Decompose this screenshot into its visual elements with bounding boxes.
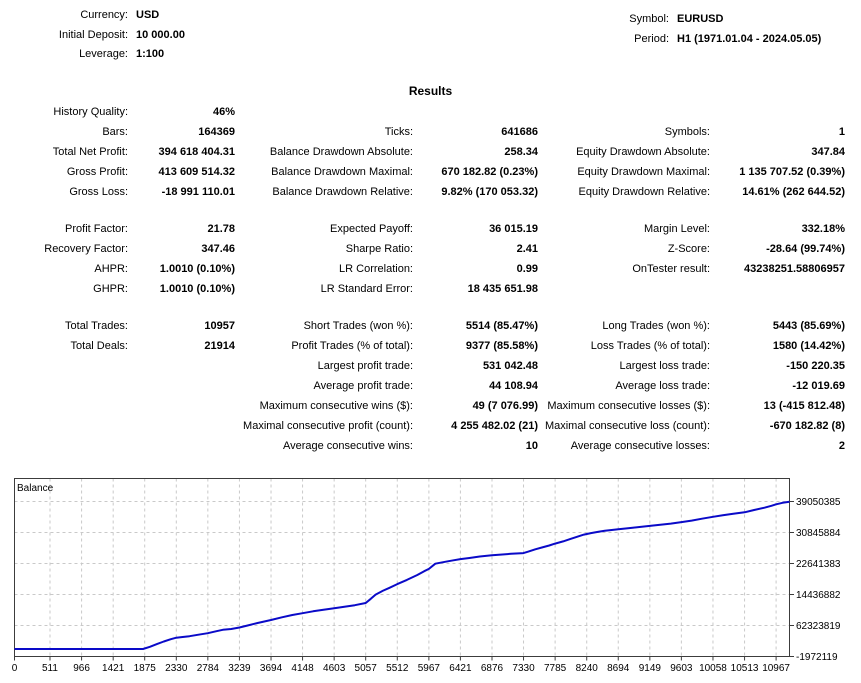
stat-label (235, 219, 413, 239)
stat-value-text: 10957 (204, 320, 235, 332)
stat-value (413, 336, 538, 356)
stat-value (413, 396, 538, 416)
header-row (585, 30, 821, 50)
x-tick-label: 7330 (512, 663, 535, 674)
stat-value-text: 13 (-415 812.48) (763, 400, 845, 412)
stat-value (128, 376, 235, 396)
stat-value (710, 142, 845, 162)
stat-label-text: Average consecutive losses: (570, 440, 710, 452)
x-tick-label: 7785 (544, 663, 567, 674)
stats-row (0, 239, 845, 259)
stat-label-text: Long Trades (won %): (602, 320, 710, 332)
stat-value-text: 670 182.82 (0.23%) (441, 166, 538, 178)
stat-value-text: 5443 (85.69%) (772, 320, 845, 332)
stat-value-text: 49 (7 076.99) (472, 400, 538, 412)
stat-label-text: Profit Factor: (65, 223, 128, 235)
x-tick-label: 4148 (291, 663, 314, 674)
stats-row (0, 356, 845, 376)
field-label (0, 45, 128, 65)
x-tick-label: 9149 (638, 663, 661, 674)
stat-label (0, 162, 128, 182)
y-axis-labels (796, 497, 841, 663)
stat-label (0, 219, 128, 239)
stat-value-text: 36 015.19 (489, 223, 538, 235)
stat-label (538, 102, 710, 122)
x-tick-label: 966 (73, 663, 90, 674)
stat-value-text: 14.61% (262 644.52) (742, 186, 845, 198)
stat-label-text: Equity Drawdown Relative: (578, 186, 710, 198)
stat-value-text: 2.41 (516, 243, 538, 255)
stat-label-text: Symbols: (664, 126, 710, 138)
stat-value (710, 436, 845, 456)
stat-label-text: Balance Drawdown Relative: (272, 186, 413, 198)
stat-value-text: 641686 (501, 126, 538, 138)
stat-label-text: Bars: (102, 126, 128, 138)
stat-label-text: Balance Drawdown Maximal: (271, 166, 413, 178)
stat-label-text: Balance Drawdown Absolute: (269, 146, 413, 158)
stat-label (538, 259, 710, 279)
stat-label-text: Average consecutive wins: (282, 440, 413, 452)
stat-value-text: 332.18% (801, 223, 845, 235)
y-tick-label: 22641383 (796, 559, 841, 570)
stat-value (413, 376, 538, 396)
stat-label (235, 416, 413, 436)
stat-label-text: Short Trades (won %): (303, 320, 413, 332)
stat-value (128, 259, 235, 279)
stat-value (710, 279, 845, 299)
stat-label-text: Average loss trade: (615, 380, 710, 392)
y-tick-label: 39050385 (796, 497, 841, 508)
field-label-text: Initial Deposit: (58, 28, 128, 41)
stat-label (235, 376, 413, 396)
stats-row (0, 396, 845, 416)
stats-row (0, 336, 845, 356)
stat-value (710, 122, 845, 142)
stat-label-text: Average profit trade: (313, 380, 413, 392)
stat-value (710, 376, 845, 396)
x-tick-label: 2784 (196, 663, 219, 674)
stat-value (128, 142, 235, 162)
field-label (585, 30, 669, 50)
stat-label (538, 182, 710, 202)
x-tick-label: 511 (42, 663, 58, 674)
stat-value-text: 44 108.94 (489, 380, 538, 392)
stat-value (128, 239, 235, 259)
stat-label-text: History Quality: (53, 106, 128, 118)
header-row (0, 6, 185, 26)
stat-value-text: 4 255 482.02 (21) (451, 420, 538, 432)
x-tick-label: 5057 (354, 663, 377, 674)
stat-label (0, 336, 128, 356)
stat-label (235, 436, 413, 456)
stat-value-text: -18 991 110.01 (161, 186, 235, 198)
stat-value-text: 43238251.58806957 (744, 263, 845, 275)
header-row (0, 26, 185, 46)
stats-table (0, 102, 845, 473)
stat-value-text: -12 019.69 (792, 380, 845, 392)
x-tick-label: 0 (11, 663, 18, 674)
stat-label (0, 182, 128, 202)
balance-chart (0, 465, 861, 680)
stat-value-text: 0.99 (516, 263, 538, 275)
stat-value (710, 336, 845, 356)
stat-label-text: Sharpe Ratio: (345, 243, 413, 255)
stat-value-text: 9.82% (170 053.32) (441, 186, 538, 198)
stat-value-text: 5514 (85.47%) (465, 320, 538, 332)
stat-label-text: Maximum consecutive wins ($): (259, 400, 413, 412)
stat-value-text: 347.84 (811, 146, 845, 158)
stat-label-text: Total Trades: (65, 320, 128, 332)
field-value: EURUSD (677, 13, 724, 25)
stat-value (413, 279, 538, 299)
stat-value-text: 258.34 (504, 146, 538, 158)
stats-row (0, 376, 845, 396)
stat-label-text: GHPR: (93, 283, 128, 295)
x-tick-label: 1421 (102, 663, 125, 674)
stat-label (0, 436, 128, 456)
stat-label (0, 239, 128, 259)
stat-label (235, 142, 413, 162)
stat-label (235, 122, 413, 142)
x-tick-label: 10513 (730, 663, 759, 674)
field-label-text: Leverage: (79, 48, 128, 60)
stat-label-text: Gross Profit: (66, 166, 128, 178)
stat-value (128, 436, 235, 456)
stats-row (0, 182, 845, 202)
stat-label (0, 259, 128, 279)
field-label-text: Symbol: (629, 13, 669, 25)
stat-label (0, 102, 128, 122)
stats-row (0, 122, 845, 142)
y-tick-label: -1972119 (796, 652, 838, 663)
stat-value-text: -670 182.82 (8) (769, 420, 845, 432)
stat-label (538, 416, 710, 436)
stats-row (0, 279, 845, 299)
stat-label (0, 142, 128, 162)
stat-value-text: 21914 (204, 340, 235, 352)
stat-value-text: -150 220.35 (786, 360, 845, 372)
stat-label (235, 102, 413, 122)
stat-label-text: Equity Drawdown Maximal: (577, 166, 710, 178)
stat-label (0, 356, 128, 376)
stat-value (128, 182, 235, 202)
stat-value-text: 1580 (14.42%) (772, 340, 845, 352)
x-tick-label: 5967 (417, 663, 440, 674)
stat-value (128, 396, 235, 416)
stat-label (538, 396, 710, 416)
stat-value (413, 122, 538, 142)
chart-gridlines (15, 479, 790, 657)
stat-value (710, 182, 845, 202)
stats-row (0, 162, 845, 182)
x-tick-label: 8694 (607, 663, 630, 674)
stat-label (538, 142, 710, 162)
stat-label-text: LR Standard Error: (320, 283, 413, 295)
stats-row (0, 316, 845, 336)
stat-value (128, 122, 235, 142)
stats-row (0, 102, 845, 122)
stat-label (538, 239, 710, 259)
x-tick-label: 9603 (670, 663, 693, 674)
stat-label (538, 436, 710, 456)
stat-label (538, 356, 710, 376)
stat-label (538, 279, 710, 299)
header-row (0, 45, 185, 65)
stats-row (0, 259, 845, 279)
chart-frame (15, 479, 790, 657)
y-tick-label: 30845884 (796, 528, 841, 539)
stat-label (538, 316, 710, 336)
field-label-text: Period: (634, 32, 669, 45)
stat-value (413, 239, 538, 259)
x-tick-label: 10058 (699, 663, 727, 674)
field-label (585, 10, 669, 30)
field-label-text: Currency: (80, 9, 128, 21)
stats-row (0, 219, 845, 239)
stat-value (413, 142, 538, 162)
stat-label (0, 122, 128, 142)
stat-label (538, 376, 710, 396)
stat-label-text: Recovery Factor: (44, 243, 128, 255)
stats-row (0, 436, 845, 456)
stat-value-text: 413 609 514.32 (158, 166, 235, 178)
stat-value (413, 316, 538, 336)
stat-value (413, 416, 538, 436)
stat-label-text: Maximal consecutive loss (count): (544, 420, 710, 432)
stat-value-text: 1.0010 (0.10%) (159, 283, 235, 295)
stat-label-text: Profit Trades (% of total): (291, 340, 413, 352)
y-axis-ticks (790, 502, 795, 657)
x-tick-label: 3239 (228, 663, 251, 674)
field-value: 10 000.00 (136, 28, 185, 41)
stat-label-text: Total Deals: (70, 340, 128, 352)
x-axis-labels (12, 663, 791, 674)
stat-label (235, 336, 413, 356)
stat-label (0, 416, 128, 436)
stats-block (0, 316, 845, 456)
stat-label (235, 396, 413, 416)
stat-label-text: Loss Trades (% of total): (590, 340, 710, 352)
x-tick-label: 5512 (386, 663, 409, 674)
stat-value-text: 1 135 707.52 (0.39%) (739, 166, 845, 178)
stat-label-text: Margin Level: (643, 223, 710, 235)
x-tick-label: 8240 (575, 663, 598, 674)
stat-value (710, 356, 845, 376)
stat-value (413, 356, 538, 376)
stat-label (538, 336, 710, 356)
balance-line (15, 502, 790, 649)
results-title: Results (408, 84, 453, 98)
symbol-info (585, 10, 821, 49)
stat-value-text: 46% (212, 106, 235, 118)
stat-value (128, 102, 235, 122)
stat-value (710, 219, 845, 239)
stat-value (413, 102, 538, 122)
stat-value-text: 1 (838, 126, 845, 138)
x-tick-label: 3694 (259, 663, 283, 674)
x-tick-label: 1875 (133, 663, 156, 674)
stat-value (710, 239, 845, 259)
stat-label-text: LR Correlation: (339, 263, 413, 275)
stat-label (235, 259, 413, 279)
field-label (0, 6, 128, 26)
stat-value-text: 1.0010 (0.10%) (159, 263, 235, 275)
stat-label (235, 182, 413, 202)
stat-label (538, 122, 710, 142)
x-tick-label: 10967 (762, 663, 791, 674)
stat-value (413, 219, 538, 239)
stat-value-text: 18 435 651.98 (467, 283, 538, 295)
stat-label (538, 162, 710, 182)
stat-value (128, 279, 235, 299)
stat-value-text: 164369 (198, 126, 235, 138)
stat-value (710, 162, 845, 182)
stats-block (0, 102, 845, 202)
stat-label (538, 219, 710, 239)
stats-row (0, 142, 845, 162)
stat-value (710, 259, 845, 279)
stat-label-text: Z-Score: (667, 243, 710, 255)
stat-value-text: 10 (525, 440, 538, 452)
y-tick-label: 14436882 (796, 590, 841, 601)
field-value: 1:100 (136, 48, 165, 60)
stat-label (0, 279, 128, 299)
stat-value (128, 356, 235, 376)
stat-value (128, 162, 235, 182)
stat-value (710, 102, 845, 122)
stat-value (128, 219, 235, 239)
stat-value (413, 259, 538, 279)
stat-value (710, 396, 845, 416)
stat-value (128, 416, 235, 436)
stat-value-text: 9377 (85.58%) (465, 340, 538, 352)
stat-label-text: Largest profit trade: (317, 360, 413, 372)
stat-value (413, 436, 538, 456)
account-info (0, 6, 185, 65)
stats-row (0, 416, 845, 436)
stat-label-text: Gross Loss: (69, 186, 128, 198)
stats-block (0, 219, 845, 299)
stat-label-text: Largest loss trade: (619, 360, 710, 372)
stat-label (0, 316, 128, 336)
stat-label-text: Maximum consecutive losses ($): (547, 400, 710, 412)
x-tick-label: 6876 (480, 663, 504, 674)
chart-title: Balance (17, 483, 54, 494)
stat-value (710, 316, 845, 336)
stat-value (128, 336, 235, 356)
stat-value-text: 2 (838, 440, 845, 452)
stat-value (413, 162, 538, 182)
stat-label-text: OnTester result: (632, 263, 710, 275)
x-tick-label: 2330 (165, 663, 188, 674)
stat-label (235, 239, 413, 259)
field-label (0, 26, 128, 46)
x-tick-label: 4603 (323, 663, 346, 674)
stat-value-text: 531 042.48 (482, 360, 538, 372)
stat-value (710, 416, 845, 436)
stat-label (235, 316, 413, 336)
stat-label-text: Equity Drawdown Absolute: (576, 146, 710, 158)
header-row (585, 10, 821, 30)
stat-value-text: -28.64 (99.74%) (766, 243, 845, 255)
stat-value-text: 21.78 (207, 223, 235, 235)
y-tick-label: 62323819 (796, 621, 841, 632)
stat-label (235, 162, 413, 182)
stat-label-text: Total Net Profit: (52, 146, 128, 158)
x-axis-ticks (15, 657, 777, 661)
balance-chart-svg (0, 465, 861, 680)
x-tick-label: 6421 (449, 663, 472, 674)
stat-label-text: AHPR: (94, 263, 128, 275)
stat-label (235, 356, 413, 376)
stat-label-text: Ticks: (384, 126, 413, 138)
stat-label (235, 279, 413, 299)
stat-value (413, 182, 538, 202)
stat-label-text: Maximal consecutive profit (count): (243, 420, 413, 432)
field-value: USD (136, 9, 160, 21)
stat-value-text: 347.46 (201, 243, 235, 255)
field-value: H1 (1971.01.04 - 2024.05.05) (677, 32, 822, 45)
stat-label-text: Expected Payoff: (330, 223, 413, 235)
stat-value (128, 316, 235, 336)
stat-value-text: 394 618 404.31 (158, 146, 235, 158)
stat-label (0, 396, 128, 416)
stat-label (0, 376, 128, 396)
